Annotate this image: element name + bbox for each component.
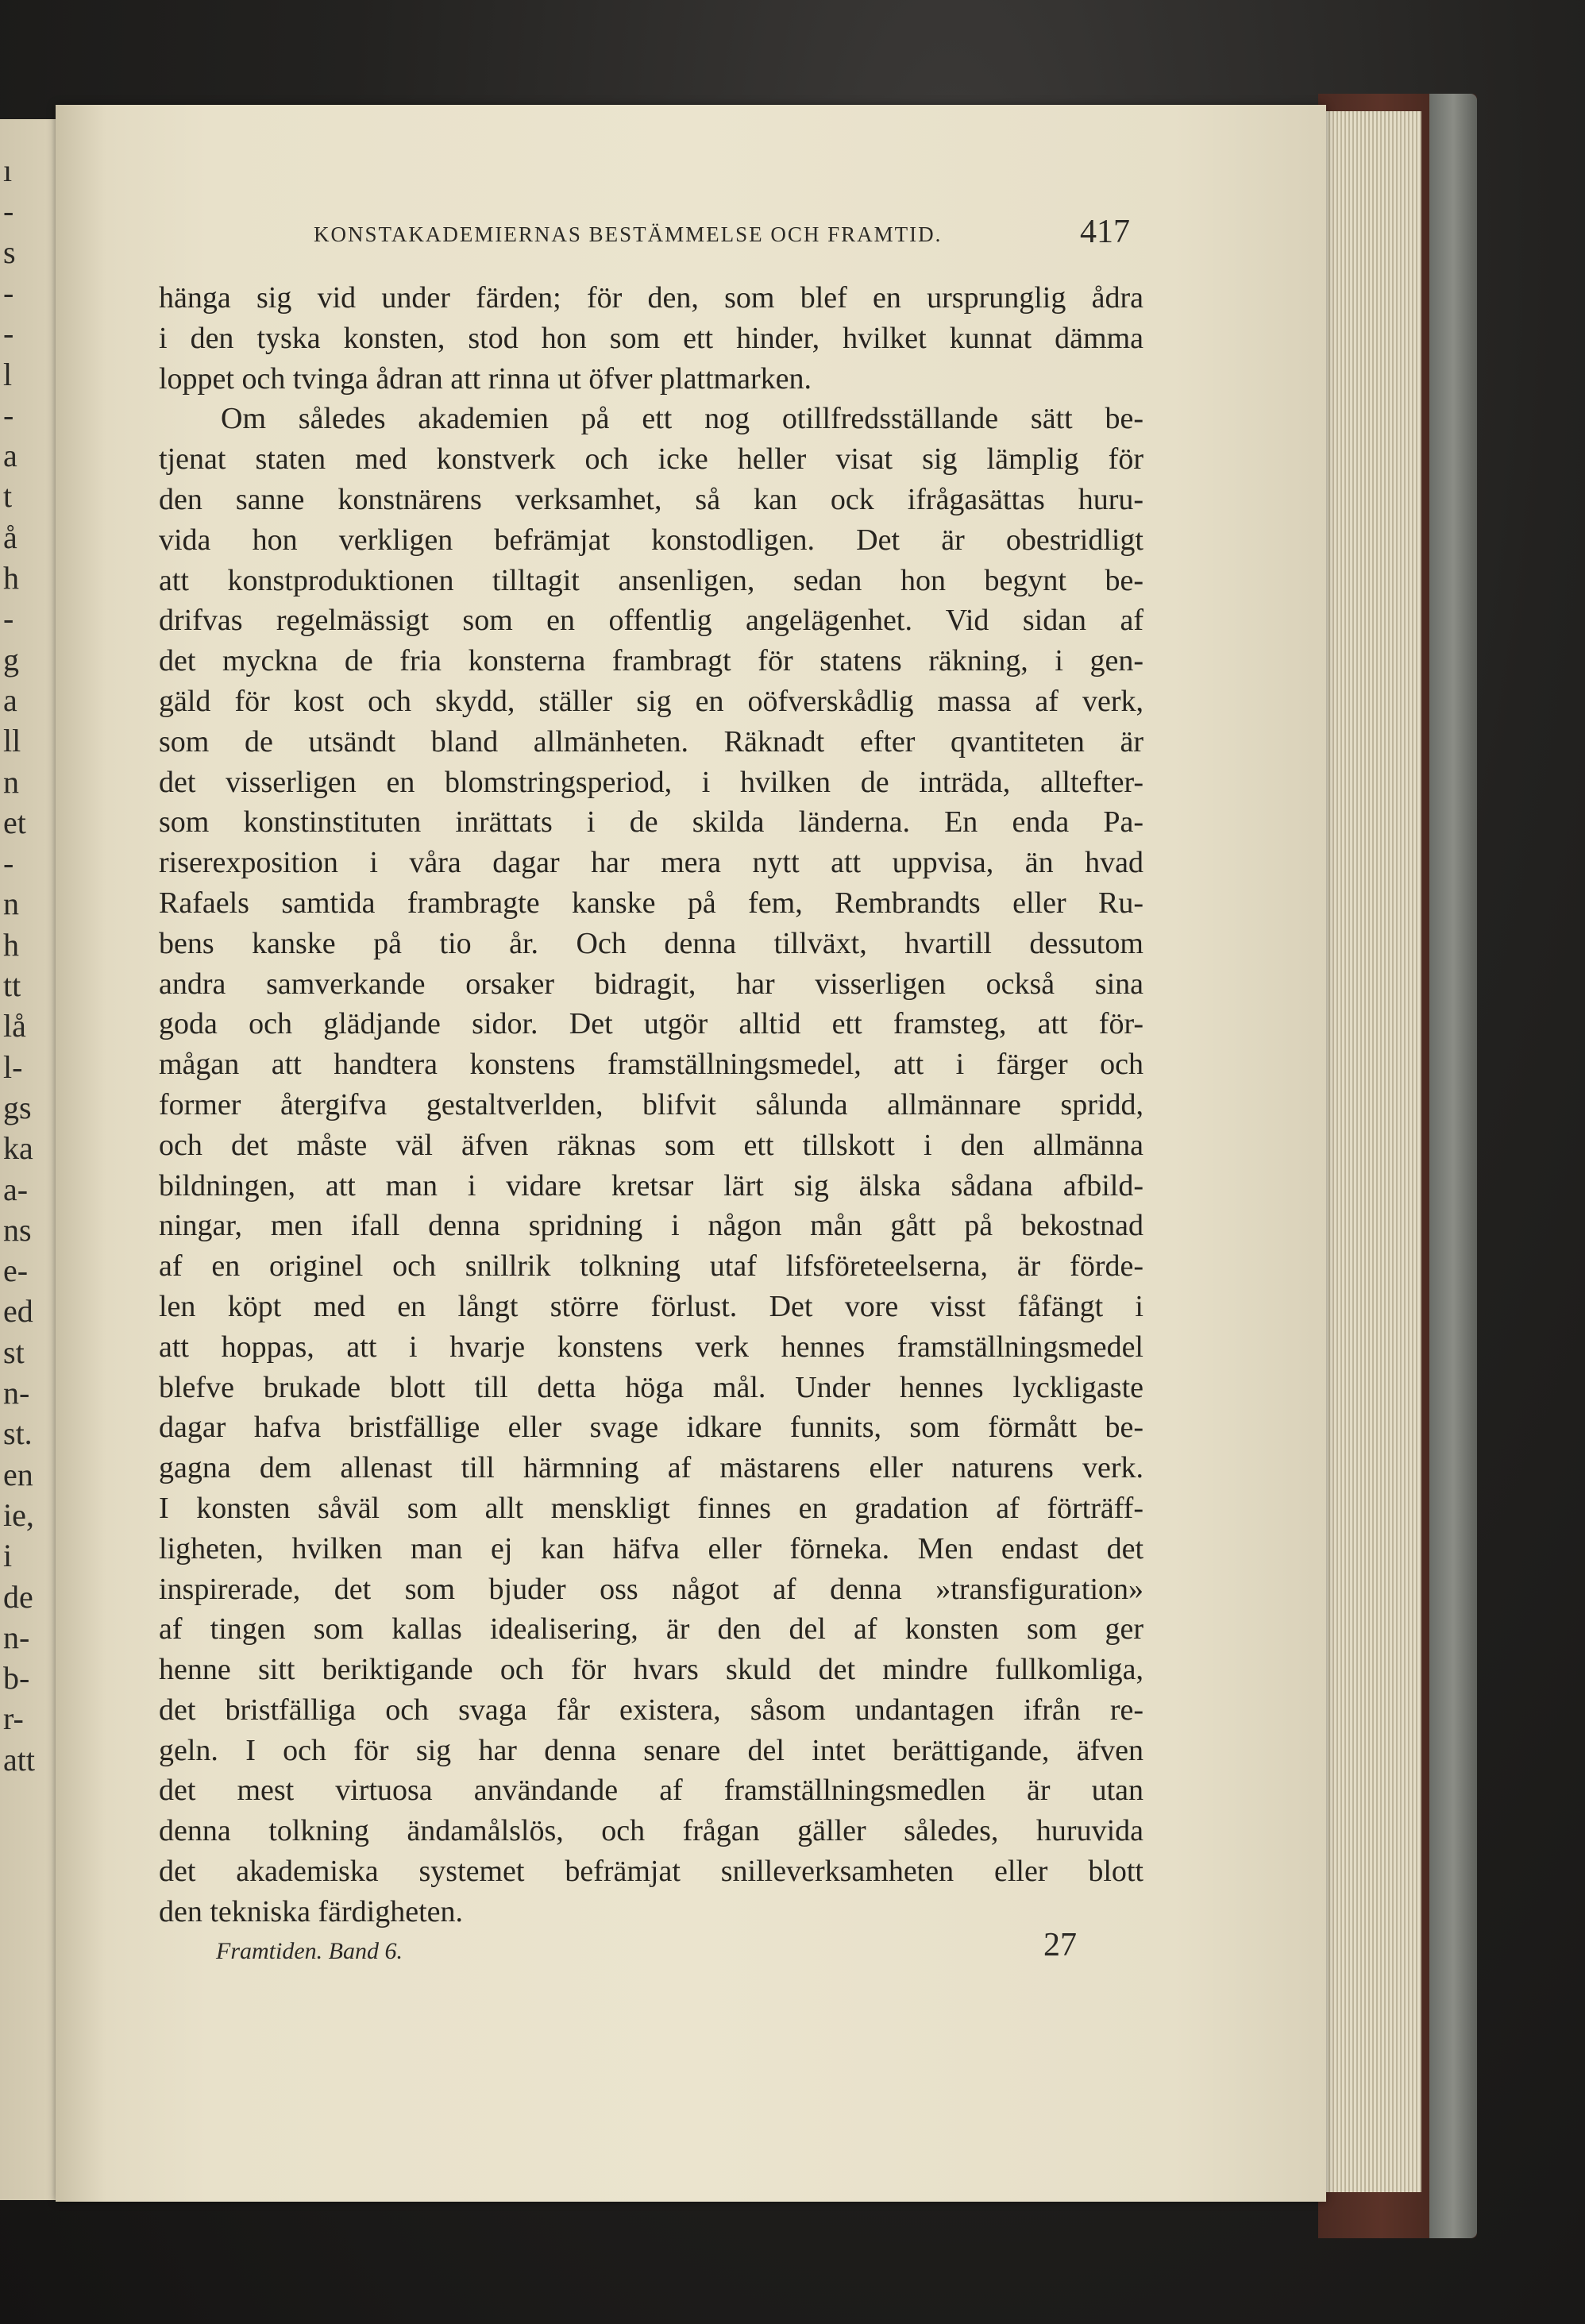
previous-page-fragment: lå: [3, 1008, 26, 1044]
previous-page-fragment: -: [3, 193, 14, 230]
page-number: 417: [1080, 214, 1130, 250]
previous-page-fragment: l: [3, 356, 13, 392]
text-line: tjenat staten med konstverk och icke heller visat sig lämplig för: [159, 442, 1143, 477]
text-line: inspirerade, det som bjuder oss något af denna »transfiguration»: [159, 1572, 1143, 1606]
text-line: bens kanske på tio år. Och denna tillväxt, hvartill dessutom: [159, 926, 1143, 960]
text-line: att hoppas, att i hvarje konstens verk hennes framställningsmedel: [159, 1330, 1143, 1364]
printer-signature: Framtiden. Band 6.: [216, 1938, 403, 1964]
text-line: ningar, men ifall denna spridning i någon mån gått på bekostnad: [159, 1209, 1143, 1243]
previous-page-fragment: -: [3, 600, 14, 637]
previous-page-fragment: ie,: [3, 1496, 34, 1533]
text-line: drifvas regelmässigt som en offentlig angelägenhet. Vid sidan af: [159, 604, 1143, 638]
text-line: riserexposition i våra dagar har mera nytt att uppvisa, än hvad: [159, 846, 1143, 880]
previous-page-fragment: -: [3, 845, 14, 882]
book-cover-edge: [1429, 94, 1477, 2238]
previous-page-fragment: gs: [3, 1089, 32, 1125]
previous-page-fragment: st: [3, 1334, 25, 1370]
previous-page-fragment: st.: [3, 1415, 33, 1452]
previous-page-fragment: -: [3, 274, 14, 311]
body-text: [159, 278, 1143, 1932]
text-line: vida hon verkligen befrämjat konstodligen. Det är obestridligt: [159, 523, 1143, 557]
previous-page-fragment: a: [3, 681, 17, 718]
previous-page-fragment: i: [3, 1538, 13, 1574]
text-line: len köpt med en långt större förlust. Det vore visst fåfängt i: [159, 1289, 1143, 1323]
text-line: loppet och tvinga ådran att rinna ut öfver plattmarken.: [159, 361, 812, 396]
previous-page-fragment: ı: [3, 152, 13, 188]
text-line: den sanne konstnärens verksamhet, så kan ock ifrågasättas huru-: [159, 482, 1143, 516]
text-line: blefve brukade blott till detta höga mål. Under hennes lyckligaste: [159, 1370, 1143, 1404]
previous-page-fragment: et: [3, 804, 26, 840]
text-line: I konsten såväl som allt menskligt finnes en gradation af förträff-: [159, 1491, 1143, 1525]
text-line: Om således akademien på ett nog otillfredsställande sätt be-: [221, 402, 1143, 436]
text-line: andra samverkande orsaker bidragit, har visserligen också sina: [159, 967, 1143, 1001]
previous-page-fragment: ka: [3, 1130, 33, 1167]
signature-number: 27: [1043, 1927, 1077, 1963]
previous-page-fragment: -: [3, 315, 14, 352]
previous-page-fragment: ns: [3, 1211, 32, 1248]
previous-page-fragment: en: [3, 1456, 33, 1492]
previous-page-fragment: n: [3, 763, 19, 800]
text-line: det mest virtuosa användande af framställningsmedlen är utan: [159, 1774, 1143, 1808]
text-line: som konstinstituten inrättats i de skilda länderna. En enda Pa-: [159, 805, 1143, 840]
text-line: geln. I och för sig har denna senare del intet berättigande, äfven: [159, 1733, 1143, 1767]
text-line: bildningen, att man i vidare kretsar lärt sig älska sådana afbild-: [159, 1168, 1143, 1203]
text-line: henne sitt beriktigande och för hvars skuld det mindre fullkomliga,: [159, 1653, 1143, 1687]
previous-page-fragment: a: [3, 438, 17, 474]
text-line: former återgifva gestaltverlden, blifvit sålunda allmännare spridd,: [159, 1087, 1143, 1121]
previous-page-fragment: att: [3, 1741, 35, 1778]
text-line: af en originel och snillrik tolkning utaf lifsföreteelserna, är förde-: [159, 1249, 1143, 1284]
text-line: att konstproduktionen tilltagit ansenligen, sedan hon begynt be-: [159, 563, 1143, 597]
text-line: ligheten, hvilken man ej kan häfva eller förneka. Men endast det: [159, 1531, 1143, 1565]
text-line: denna tolkning ändamålslös, och frågan gäller således, huruvida: [159, 1814, 1143, 1848]
previous-page-fragment: tt: [3, 967, 21, 1003]
previous-page-fragment: a-: [3, 1171, 29, 1207]
previous-page-fragment: t: [3, 478, 13, 515]
text-line: och det måste väl äfven räknas som ett tillskott i den allmänna: [159, 1128, 1143, 1162]
previous-page-fragment: n-: [3, 1619, 30, 1655]
text-line: i den tyska konsten, stod hon som ett hinder, hvilket kunnat dämma: [159, 321, 1143, 355]
text-line: det visserligen en blomstringsperiod, i hvilken de inträda, alltefter-: [159, 765, 1143, 799]
text-line: den tekniska färdigheten.: [159, 1894, 464, 1928]
text-line: Rafaels samtida frambragte kanske på fem, Rembrandts eller Ru-: [159, 886, 1143, 920]
text-line: det myckna de fria konsterna frambragt för statens räkning, i gen-: [159, 644, 1143, 678]
text-line: hänga sig vid under färden; för den, som blef en ursprunglig ådra: [159, 281, 1143, 315]
previous-page-fragment: h: [3, 926, 19, 963]
text-line: det bristfälliga och svaga får existera, såsom undantagen ifrån re-: [159, 1693, 1143, 1727]
previous-page-fragment: h: [3, 560, 19, 596]
text-line: gagna dem allenast till härmning af mästarens eller naturens verk.: [159, 1451, 1143, 1485]
previous-page-fragment: r-: [3, 1701, 24, 1737]
text-line: det akademiska systemet befrämjat snilleverksamheten eller blott: [159, 1855, 1143, 1889]
previous-page-fragment: g: [3, 641, 19, 678]
text-line: som de utsändt bland allmänheten. Räknadt efter qvantiteten är: [159, 724, 1143, 759]
text-line: gäld för kost och skydd, ställer sig en oöfverskådlig massa af verk,: [159, 684, 1143, 718]
text-line: dagar hafva bristfällige eller svage idkare funnits, som förmått be-: [159, 1411, 1143, 1445]
previous-page-fragment: l-: [3, 1048, 23, 1085]
previous-page-fragment: -: [3, 396, 14, 433]
text-line: goda och glädjande sidor. Det utgör alltid ett framsteg, att för-: [159, 1007, 1143, 1041]
text-line: af tingen som kallas idealisering, är den del af konsten som ger: [159, 1612, 1143, 1646]
previous-page-fragment: ll: [3, 723, 21, 759]
previous-page-fragment: n: [3, 886, 19, 922]
previous-page-fragment: e-: [3, 1253, 29, 1289]
running-header: KONSTAKADEMIERNAS BESTÄMMELSE OCH FRAMTID.: [314, 222, 943, 246]
previous-page-fragment: s: [3, 234, 16, 270]
text-line: mågan att handtera konstens framställningsmedel, att i färger och: [159, 1048, 1143, 1082]
previous-page-fragment: å: [3, 519, 17, 555]
previous-page-fragment: n-: [3, 1375, 30, 1411]
previous-page-fragment: ed: [3, 1293, 33, 1330]
previous-page-fragment: de: [3, 1578, 33, 1615]
previous-page-fragment: b-: [3, 1660, 30, 1697]
